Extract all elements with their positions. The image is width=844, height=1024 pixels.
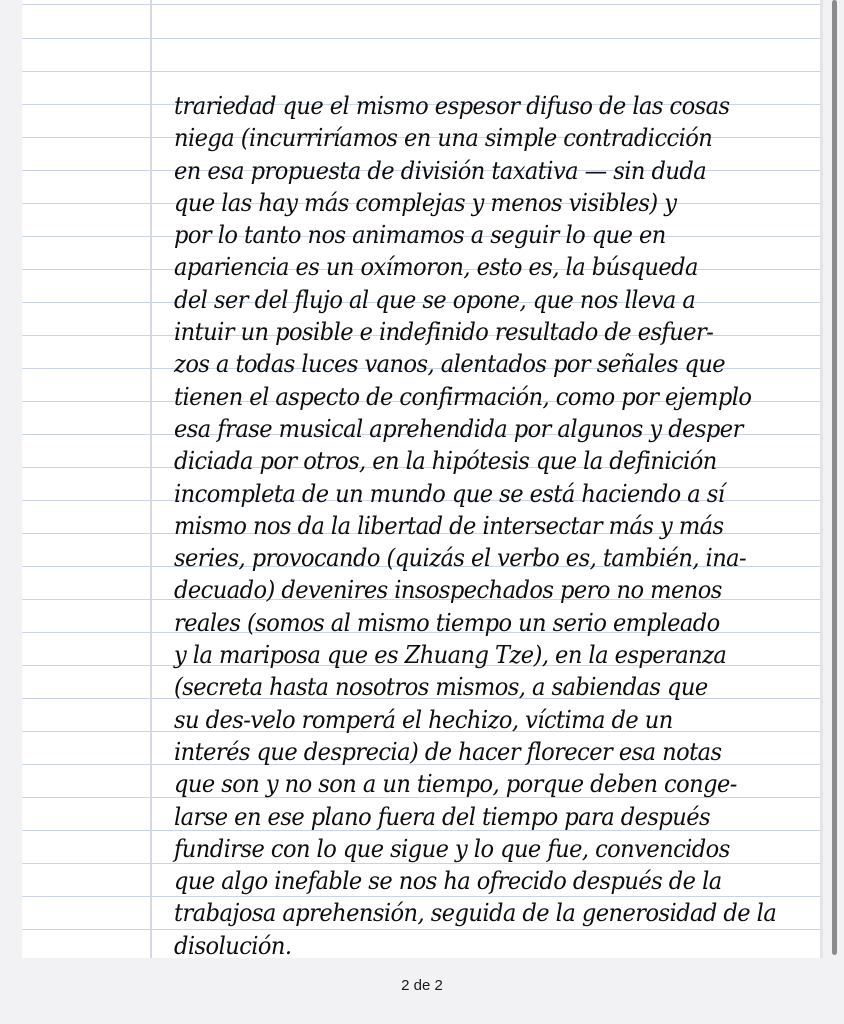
text-line: esa frase musical aprehendida por algunos y desper <box>174 413 743 443</box>
notebook-page <box>22 0 822 958</box>
text-line: zos a todas luces vanos, alentados por señales que <box>174 349 726 379</box>
text-line: interés que desprecia) de hacer florecer esa notas <box>174 736 722 766</box>
text-line: por lo tanto nos animamos a seguir lo que en <box>174 220 666 250</box>
text-line: mismo nos da la libertad de intersectar más y más <box>174 510 724 540</box>
text-line: su des-velo romperá el hechizo, víctima de un <box>174 704 673 734</box>
text-line: apariencia es un oxímoron, esto es, la búsqueda <box>174 252 698 282</box>
text-line: (secreta hasta nosotros mismos, a sabiendas que <box>174 672 708 702</box>
text-line: intuir un posible e indefinido resultado de esfuer- <box>174 317 714 347</box>
text-line: diciada por otros, en la hipótesis que la definición <box>174 446 717 476</box>
text-line: que son y no son a un tiempo, porque deben conge- <box>174 769 737 799</box>
text-line: series, provocando (quizás el verbo es, también, ina- <box>174 543 747 573</box>
text-line: niega (incurriríamos en una simple contradicción <box>174 123 713 153</box>
text-line: incompleta de un mundo que se está haciendo a sí <box>174 478 725 508</box>
page-edge <box>820 0 823 958</box>
text-line: reales (somos al mismo tiempo un serio empleado <box>174 607 720 637</box>
handwritten-text <box>174 90 844 962</box>
text-line: del ser del flujo al que se opone, que nos lleva a <box>174 284 696 314</box>
text-line: decuado) devenires insospechados pero no menos <box>174 575 722 605</box>
text-line: larse en ese plano fuera del tiempo para después <box>174 801 711 831</box>
text-line: y la mariposa que es Zhuang Tze), en la esperanza <box>174 640 727 670</box>
margin-line <box>150 0 152 958</box>
page-indicator: 2 de 2 <box>401 977 443 994</box>
text-line: tienen el aspecto de confirmación, como por ejemplo <box>174 381 752 411</box>
text-line: en esa propuesta de división taxativa — sin duda <box>174 155 707 185</box>
text-line: que las hay más complejas y menos visibles) y <box>174 187 677 217</box>
vertical-scrollbar[interactable] <box>832 0 837 955</box>
text-line: que algo inefable se nos ha ofrecido después de la <box>174 866 722 896</box>
text-line: disolución. <box>174 930 292 960</box>
text-line: fundirse con lo que sigue y lo que fue, convencidos <box>174 833 730 863</box>
text-line: trariedad que el mismo espesor difuso de las cosas <box>174 91 730 120</box>
text-line: trabajosa aprehensión, seguida de la generosidad de la <box>174 898 777 928</box>
